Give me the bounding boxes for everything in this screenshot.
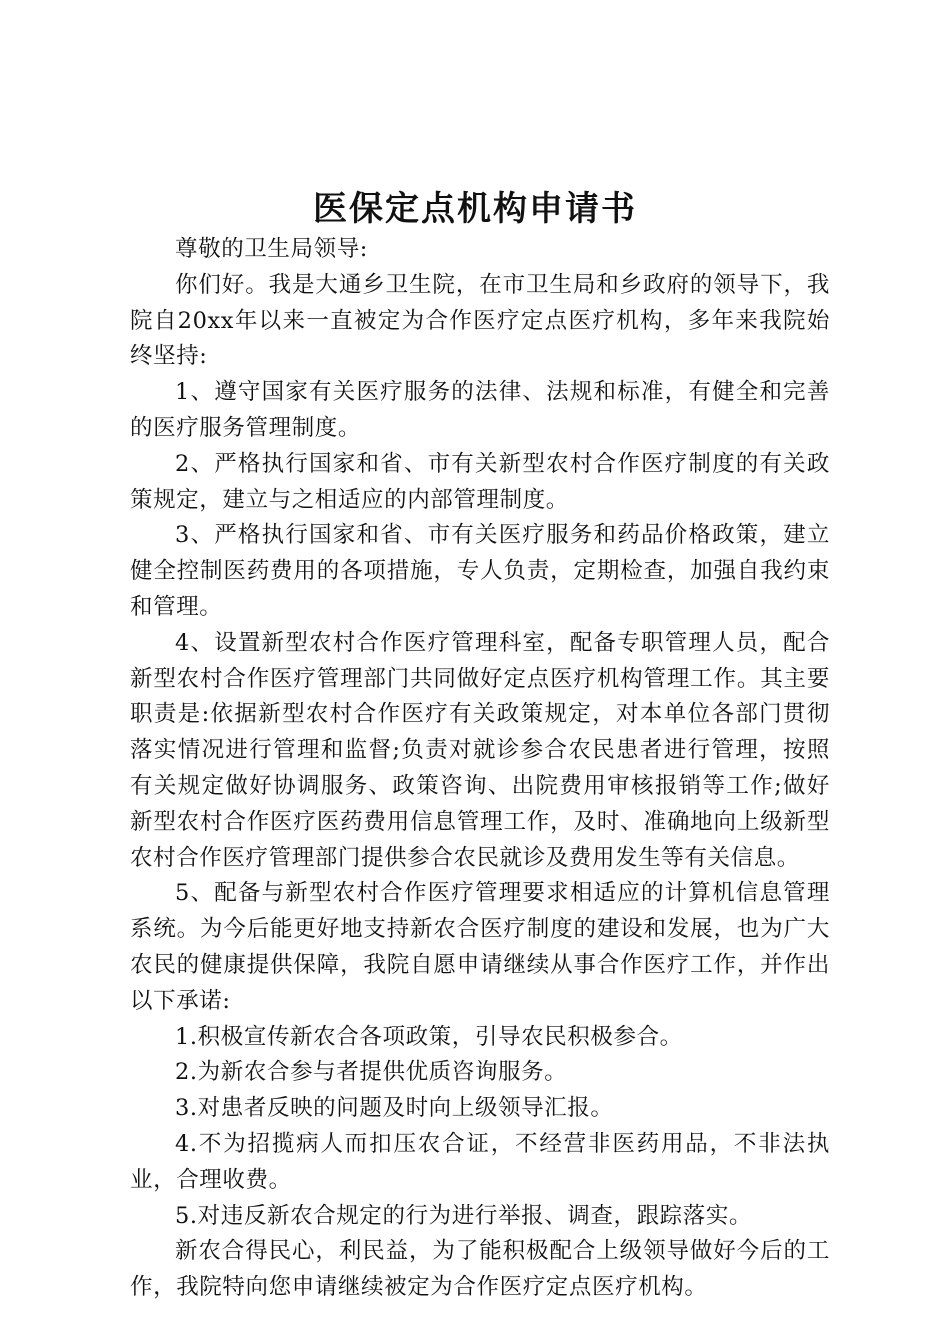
paragraph-item-5: 5、配备与新型农村合作医疗管理要求相适应的计算机信息管理系统。为今后能更好地支持新农合医疗制度的建设和发展，也为广大农民的健康提供保障，我院自愿申请继续从事合作医疗工作，并作出以下承诺:	[130, 880, 830, 1014]
document-title: 医保定点机构申请书	[313, 189, 637, 229]
commitment-5: 5.对违反新农合规定的行为进行举报、调查，跟踪落实。	[175, 1202, 753, 1229]
salutation: 尊敬的卫生局领导:	[175, 236, 368, 262]
paragraph-item-1: 1、遵守国家有关医疗服务的法律、法规和标准，有健全和完善的医疗服务管理制度。	[130, 379, 830, 441]
document-body	[130, 232, 830, 1306]
commitment-2: 2.为新农合参与者提供优质咨询服务。	[175, 1059, 568, 1086]
commitment-4: 4.不为招揽病人而扣压农合证，不经营非医药用品，不非法执业，合理收费。	[130, 1130, 830, 1193]
commitment-1: 1.积极宣传新农合各项政策，引导农民积极参合。	[175, 1023, 683, 1050]
paragraph-item-3: 3、严格执行国家和省、市有关医疗服务和药品价格政策，建立健全控制医药费用的各项措施，专人负责，定期检查，加强自我约束和管理。	[130, 522, 830, 620]
paragraph-item-2: 2、严格执行国家和省、市有关新型农村合作医疗制度的有关政策规定，建立与之相适应的内部管理制度。	[130, 450, 830, 513]
paragraph-item-4: 4、设置新型农村合作医疗管理科室，配备专职管理人员，配合新型农村合作医疗管理部门共同做好定点医疗机构管理工作。其主要职责是:依据新型农村合作医疗有关政策规定，对本单位各部门贯彻落实情况进行管理和监督;负责对就诊参合农民患者进行管理，按照有关规定做好协调服务、政策咨询、出院费用审核报销等工作;做好新型农村合作医疗医药费用信息管理工作，及时、准确地向上级新型农村合作医疗管理部门提供参合农民就诊及费用发生等有关信息。	[130, 629, 830, 871]
paragraph-intro: 你们好。我是大通乡卫生院，在市卫生局和乡政府的领导下，我院自20xx年以来一直被定为合作医疗定点医疗机构，多年来我院始终坚持:	[130, 271, 830, 370]
commitment-3: 3.对患者反映的问题及时向上级领导汇报。	[175, 1095, 614, 1122]
closing-paragraph: 新农合得民心，利民益，为了能积极配合上级领导做好今后的工作，我院特向您申请继续被定为合作医疗定点医疗机构。	[130, 1238, 830, 1301]
